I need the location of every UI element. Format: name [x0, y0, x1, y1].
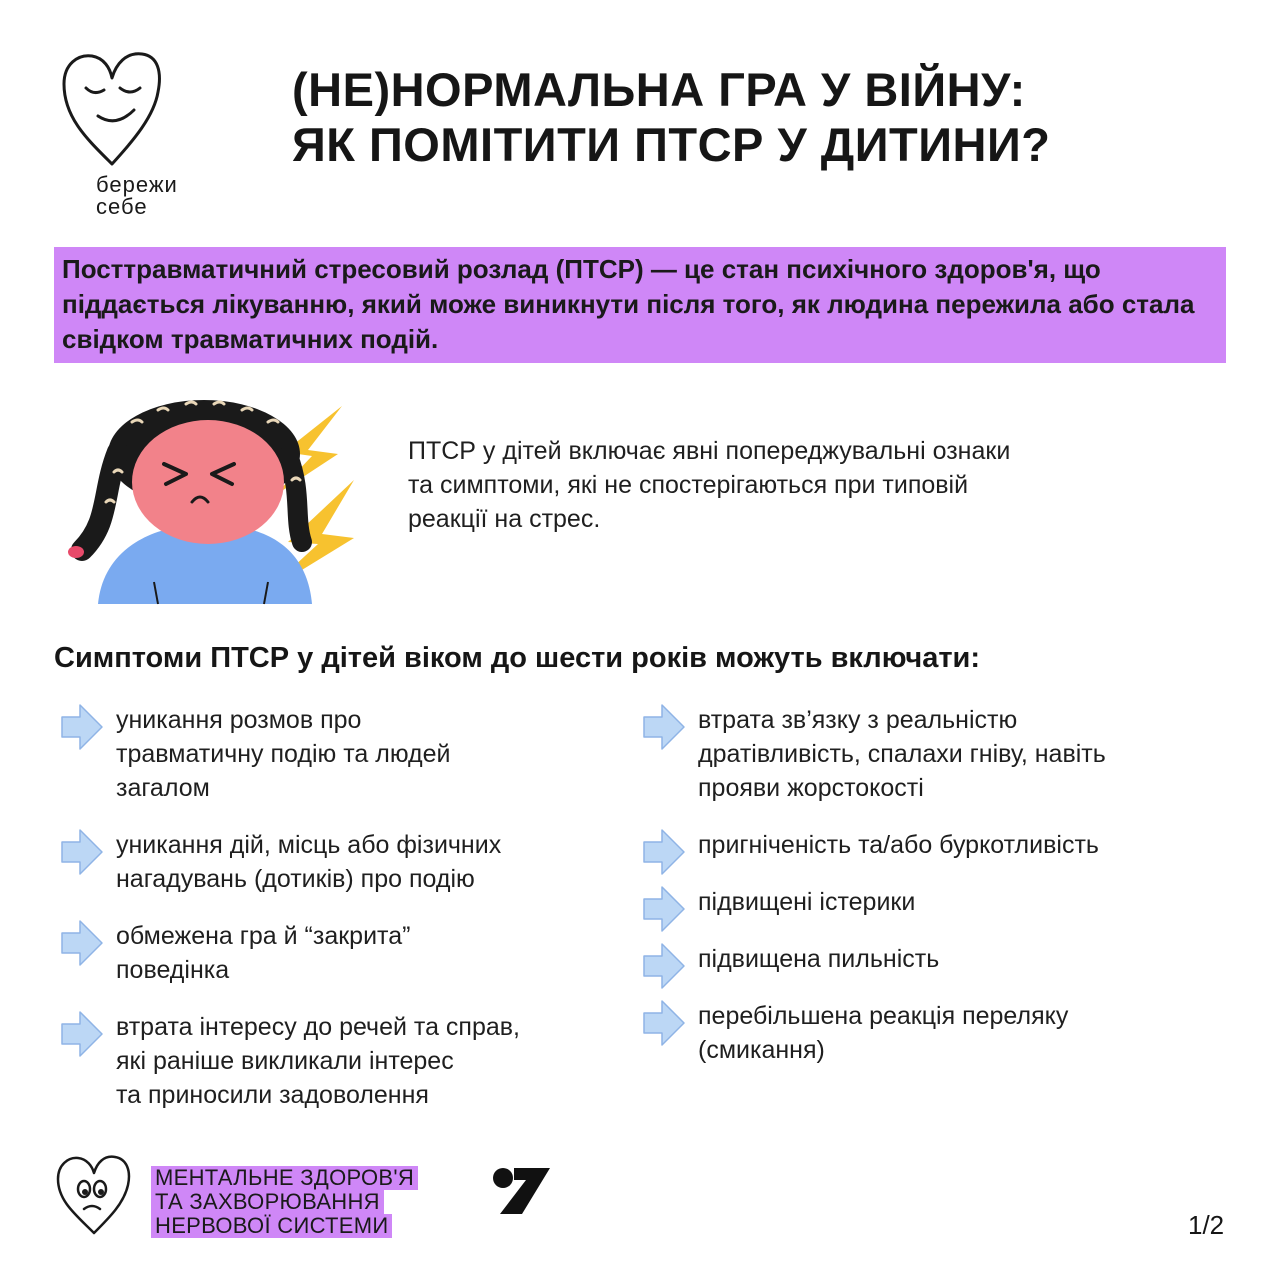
title-line-2: ЯК ПОМІТИТИ ПТСР У ДИТИНИ?: [292, 118, 1051, 171]
intro-paragraph: [408, 434, 1208, 536]
list-item-text: підвищена пильність: [698, 945, 940, 973]
list-item-text: поведінка: [116, 956, 230, 984]
list-item-text: травматичну подію та людей: [116, 740, 451, 768]
list-item-text: уникання розмов про: [116, 706, 362, 734]
arrow-right-icon: [642, 703, 686, 751]
intro-line-1: ПТСР у дітей включає явні попереджувальні ознаки: [408, 437, 1011, 465]
list-item-text: які раніше викликали інтерес: [116, 1047, 454, 1075]
brand-logo: [52, 48, 222, 223]
arrow-right-icon: [60, 703, 104, 751]
brand-name-line2: себе: [96, 194, 148, 219]
definition-banner: Посттравматичний стресовий розлад (ПТСР) — це стан психічного здоров'я, що піддається лікуванню, який може виникнути після того, як людина пережила або стала свідком травматичних подій.: [54, 247, 1226, 363]
arrow-right-icon: [642, 828, 686, 876]
smiling-heart-icon: [58, 48, 166, 170]
list-item-text: уникання дій, місць або фізичних: [116, 831, 502, 859]
arrow-right-icon: [60, 1010, 104, 1058]
badge-line-3: НЕРВОВОЇ СИСТЕМИ: [151, 1214, 392, 1238]
list-item-text: (смикання): [698, 1036, 825, 1064]
topic-badge: [151, 1166, 418, 1238]
child-drawing: [62, 392, 382, 612]
face: [132, 420, 284, 544]
arrow-right-icon: [60, 828, 104, 876]
brand-name-line1: бережи: [96, 172, 178, 197]
list-item-text: обмежена гра й “закрита”: [116, 922, 411, 950]
page-title: [292, 62, 1232, 172]
arrow-right-icon: [642, 942, 686, 990]
symptoms-heading: Симптоми ПТСР у дітей віком до шести років можуть включати:: [54, 642, 981, 674]
title-line-1: (НЕ)НОРМАЛЬНА ГРА У ВІЙНУ:: [292, 63, 1026, 116]
intro-line-2: та симптоми, які не спостерігаються при типовій: [408, 471, 969, 499]
worried-heart-icon: [54, 1153, 134, 1238]
list-item-text: прояви жорстокості: [698, 774, 924, 802]
partner-logo-mark: [490, 1166, 552, 1216]
braid-right: [288, 456, 302, 542]
list-item-text: пригніченість та/або буркотливість: [698, 831, 1099, 859]
list-item-text: та приносили задоволення: [116, 1081, 429, 1109]
arrow-right-icon: [642, 885, 686, 933]
arrow-right-icon: [60, 919, 104, 967]
badge-line-1: МЕНТАЛЬНЕ ЗДОРОВ'Я: [151, 1166, 418, 1190]
badge-line-2: ТА ЗАХВОРЮВАННЯ: [151, 1190, 384, 1214]
list-item-text: втрата інтересу до речей та справ,: [116, 1013, 520, 1041]
stressed-child-illustration: [62, 392, 382, 612]
list-item-text: підвищені істерики: [698, 888, 916, 916]
page-number: 1/2: [1188, 1210, 1225, 1240]
arrow-right-icon: [642, 999, 686, 1047]
list-item-text: втрата зв’язку з реальністю: [698, 706, 1018, 734]
list-item-text: дратівливість, спалахи гніву, навіть: [698, 740, 1106, 768]
intro-line-3: реакції на стрес.: [408, 505, 601, 533]
list-item-text: перебільшена реакція переляку: [698, 1002, 1069, 1030]
list-item-text: загалом: [116, 774, 210, 802]
list-item-text: нагадувань (дотиків) про подію: [116, 865, 475, 893]
